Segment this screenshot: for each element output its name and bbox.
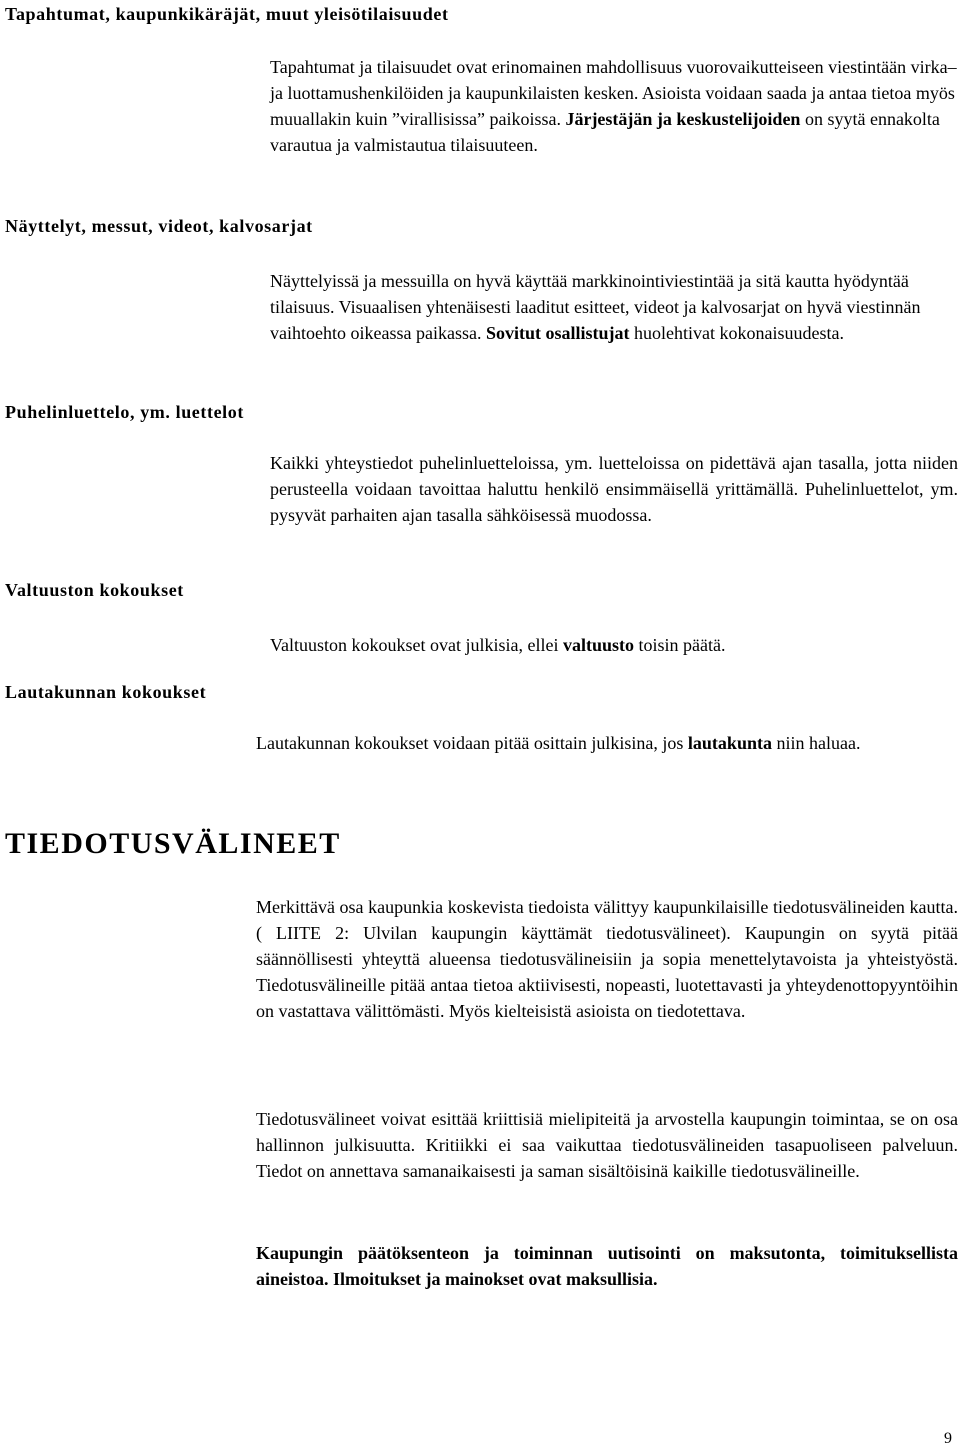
section-body-puhelinluettelo: Kaikki yhteystiedot puhelinluetteloissa, ym. luetteloissa on pidettävä ajan tasalla, jotta niiden perusteella voidaan tavoittaa haluttu henkilö ensimmäisellä yrittämällä. Puhelinluettelot, ym. pysyvät parhaiten ajan tasalla sähköisessä muodossa. [270, 453, 958, 525]
section-heading-tapahtumat: Tapahtumat, kaupunkikäräjät, muut yleisötilaisuudet [5, 4, 449, 24]
tiedotusvalineet-paragraph-1: Merkittävä osa kaupunkia koskevista tiedoista välittyy kaupunkilaisille tiedotusvälineiden kautta. ( LIITE 2: Ulvilan kaupungin käyttämät tiedotusvälineet). Kaupungin on syytä pitää säännöllisesti yhteyttä alueensa tiedotusvälineisiin ja sopia menettelytavoista ja yhteistyöstä. Tiedotusvälineille pitää antaa tietoa aktiivisesti, nopeasti, luotettavasti ja yhteydenottopyyntöihin on vastattava välittömästi. Myös kielteisistä asioista on tiedotettava. [256, 897, 958, 1021]
page-number: 9 [944, 1430, 952, 1447]
section-body-lautakunta [256, 730, 958, 756]
body-bold-text: lautakunta [687, 733, 772, 753]
section-body-tapahtumat [270, 54, 958, 158]
body-text: huolehtivat kokonaisuudesta. [629, 323, 844, 343]
tiedotusvalineet-paragraph-3: Kaupungin päätöksenteon ja toiminnan uutisointi on maksutonta, toimituksellista aineistoa. Ilmoitukset ja mainokset ovat maksullisia. [256, 1243, 958, 1289]
section-body-nayttelyt [270, 268, 958, 346]
section-heading-puhelinluettelo: Puhelinluettelo, ym. luettelot [5, 402, 244, 422]
chapter-title: TIEDOTUSVÄLINEET [5, 827, 341, 860]
body-bold-text: valtuusto [562, 635, 634, 655]
body-text: Valtuuston kokoukset ovat julkisia, ellei [270, 635, 563, 655]
section-body-valtuusto [270, 632, 958, 658]
section-heading-valtuusto: Valtuuston kokoukset [5, 580, 184, 600]
tiedotusvalineet-paragraph-2: Tiedotusvälineet voivat esittää kriittisiä mielipiteitä ja arvostella kaupungin toimintaa, se on osa hallinnon julkisuutta. Kritiikki ei saa vaikuttaa tiedotusvälineiden tasapuoliseen palveluun. Tiedot on annettava samanaikaisesti ja saman sisältöisinä kaikille tiedotusvälineille. [256, 1109, 958, 1181]
body-text: toisin päätä. [633, 635, 726, 655]
section-heading-nayttelyt: Näyttelyt, messut, videot, kalvosarjat [5, 216, 313, 236]
body-bold-text: Järjestäjän ja keskustelijoiden [565, 109, 801, 129]
section-heading-lautakunta: Lautakunnan kokoukset [5, 682, 207, 702]
body-bold-text: Sovitut osallistujat [485, 323, 630, 343]
body-text: on syytä ennakolta varautua ja valmistautua tilaisuuteen. [270, 109, 940, 155]
body-text: Tapahtumat ja tilaisuudet ovat erinomainen mahdollisuus vuorovaikutteiseen viestintään virka– ja luottamushenkilöiden ja kaupunkilaisten kesken. Asioista voidaan saada ja antaa tietoa myös muuallakin kuin ”virallisissa” paikoissa. [270, 57, 957, 129]
body-text: niin haluaa. [771, 733, 861, 753]
body-text: Näyttelyissä ja messuilla on hyvä käyttää markkinointiviestintää ja sitä kautta hyödyntää tilaisuus. Visuaalisen yhtenäisesti laaditut esitteet, videot ja kalvosarjat on hyvä viestinnän vaihtoehto oikeassa paikassa. [270, 271, 921, 343]
body-text: Lautakunnan kokoukset voidaan pitää osittain julkisina, jos [256, 733, 688, 753]
